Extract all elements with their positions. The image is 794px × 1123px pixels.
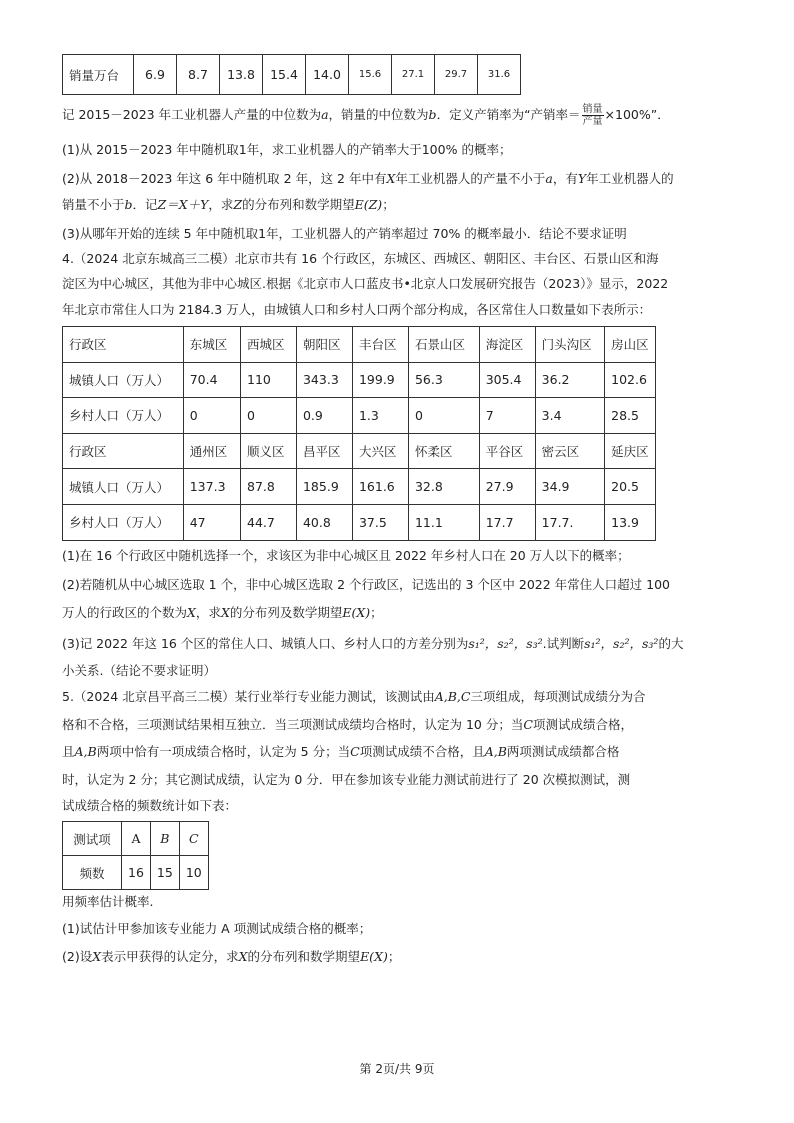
- text: 项测试成绩不合格，且: [359, 744, 485, 759]
- population-cell: 海淀区: [479, 327, 535, 363]
- q5-line1: [62, 688, 645, 706]
- population-table-row: [63, 504, 656, 540]
- q4-part1: (1)在 16 个行政区中随机选择一个，求该区为非中心城区且 2022 年乡村人口在 20 万人以下的概率；: [62, 548, 630, 563]
- variance-symbols: s₁²，s₂²，s₃²: [584, 636, 659, 651]
- expectation: E(X): [342, 605, 371, 620]
- population-cell: 17.7.: [535, 504, 604, 540]
- population-cell: 密云区: [535, 433, 604, 469]
- sales-table: [62, 54, 521, 95]
- population-cell: 102.6: [605, 362, 656, 398]
- population-cell: 28.5: [605, 398, 656, 434]
- text: (2)设: [62, 949, 93, 964]
- population-row-label: 乡村人口（万人）: [63, 504, 184, 540]
- text: 万人的行政区的个数为: [62, 605, 188, 620]
- freq-header-a: A: [122, 822, 151, 856]
- var-y: Y: [577, 171, 587, 186]
- q3-part1: (1)从 2015－2023 年中随机取1年，求工业机器人的产销率大于100% 的概率；: [62, 142, 512, 157]
- var-a: a: [545, 171, 553, 186]
- text: ，有: [552, 171, 578, 186]
- freq-cell: 15: [150, 856, 179, 890]
- population-cell: 顺义区: [241, 433, 297, 469]
- population-cell: 17.7: [479, 504, 535, 540]
- var-x: X: [220, 605, 230, 620]
- population-cell: 36.2: [535, 362, 604, 398]
- q4-line3: 年北京市常住人口为 2184.3 万人，由城镇人口和乡村人口两个部分构成，各区常住人口数量如下表所示：: [62, 302, 652, 317]
- var-c: C: [350, 744, 360, 759]
- population-cell: 0: [183, 398, 240, 434]
- population-cell: 0: [408, 398, 479, 434]
- population-cell: 1.3: [352, 398, 408, 434]
- var-x: X: [386, 171, 396, 186]
- population-cell: 门头沟区: [535, 327, 604, 363]
- text: ；: [370, 605, 383, 620]
- var-x: X: [187, 605, 196, 620]
- population-cell: 房山区: [605, 327, 656, 363]
- population-cell: 延庆区: [605, 433, 656, 469]
- text: 5.（2024 北京昌平高三二模）某行业举行专业能力测试，该测试由: [62, 689, 435, 704]
- population-table-row: [63, 469, 656, 505]
- population-cell: 3.4: [535, 398, 604, 434]
- sales-table-label: 销量万台: [63, 55, 134, 95]
- text: 两项中恰有一项成绩合格时，认定为 5 分；当: [96, 744, 351, 759]
- expectation: E(Z): [354, 197, 383, 212]
- q3-part3: (3)从哪年开始的连续 5 年中随机取1年，工业机器人的产销率超过 70% 的概率最小．结论不要求证明: [62, 226, 627, 241]
- population-cell: 0.9: [296, 398, 352, 434]
- text: 且: [62, 744, 75, 759]
- population-cell: 27.9: [479, 469, 535, 505]
- freq-header-c: C: [179, 822, 208, 856]
- sales-cell: 29.7: [435, 55, 478, 95]
- q5-part2: [62, 948, 400, 966]
- freq-row-label: 频数: [63, 856, 122, 890]
- population-cell: 丰台区: [352, 327, 408, 363]
- population-cell: 70.4: [183, 362, 240, 398]
- sales-cell: 14.0: [306, 55, 349, 95]
- q5-line4: 时，认定为 2 分；其它测试成绩，认定为 0 分．甲在参加该专业能力测试前进行了 20 次模拟测试，测: [62, 772, 631, 787]
- population-table: [62, 326, 656, 541]
- text: 的大: [658, 636, 684, 651]
- population-cell: 343.3: [296, 362, 352, 398]
- text: .试判断: [542, 636, 585, 651]
- freq-table: [62, 821, 209, 890]
- q5-line3: [62, 743, 619, 761]
- population-cell: 40.8: [296, 504, 352, 540]
- population-cell: 石景山区: [408, 327, 479, 363]
- var-b: b: [124, 197, 133, 212]
- fraction-denominator: 产量: [582, 116, 603, 127]
- population-cell: 西城区: [241, 327, 297, 363]
- sales-cell: 15.4: [263, 55, 306, 95]
- q5-after-table: 用频率估计概率.: [62, 894, 154, 909]
- population-table-row: [63, 398, 656, 434]
- population-row-label: 行政区: [63, 433, 184, 469]
- q4-line2: 淀区为中心城区，其他为非中心城区.根据《北京市人口蓝皮书•北京人口发展研究报告（2023）》显示，2022: [62, 276, 669, 291]
- q5-part1: (1)试估计甲参加该专业能力 A 项测试成绩合格的概率；: [62, 921, 372, 936]
- sales-cell: 27.1: [392, 55, 435, 95]
- population-cell: 11.1: [408, 504, 479, 540]
- text: 的分布列及数学期望: [229, 605, 343, 620]
- text: 记 2015－2023 年工业机器人产量的中位数为: [62, 107, 322, 122]
- variance-symbols: s₁²，s₂²，s₃²: [468, 636, 543, 651]
- text: 的分布列和数学期望: [242, 197, 355, 212]
- population-table-row: [63, 433, 656, 469]
- text: 两项测试成绩都合格: [506, 744, 620, 759]
- population-cell: 通州区: [183, 433, 240, 469]
- text: ．记: [132, 197, 158, 212]
- text: 项测试成绩合格，: [532, 717, 633, 732]
- population-cell: 161.6: [352, 469, 408, 505]
- q4-part3-line1: [62, 635, 683, 653]
- population-cell: 朝阳区: [296, 327, 352, 363]
- population-cell: 110: [241, 362, 297, 398]
- freq-header-b: B: [150, 822, 179, 856]
- population-cell: 20.5: [605, 469, 656, 505]
- q5-line5: 试成绩合格的频数统计如下表：: [62, 798, 238, 813]
- text: 年工业机器人的产量不小于: [395, 171, 546, 186]
- population-row-label: 城镇人口（万人）: [63, 362, 184, 398]
- population-cell: 37.5: [352, 504, 408, 540]
- population-cell: 32.8: [408, 469, 479, 505]
- text: ×100%”．: [604, 107, 670, 122]
- population-cell: 平谷区: [479, 433, 535, 469]
- population-cell: 137.3: [183, 469, 240, 505]
- q3-intro: [62, 104, 670, 127]
- q3-part2-line2: [62, 196, 395, 214]
- text: 的分布列和数学期望: [247, 949, 361, 964]
- freq-header-label: 测试项: [63, 822, 122, 856]
- q3-part2-line1: [62, 170, 674, 188]
- text: ；: [382, 197, 395, 212]
- text: 格和不合格，三项测试结果相互独立．当三项测试成绩均合格时，认定为 10 分；当: [62, 717, 524, 732]
- formula: Z＝X＋Y: [157, 197, 209, 212]
- text: (3)记 2022 年这 16 个区的常住人口、城镇人口、乡村人口的方差分别为: [62, 636, 469, 651]
- population-cell: 44.7: [241, 504, 297, 540]
- expectation: E(X): [360, 949, 388, 964]
- text: (2)从 2018－2023 年这 6 年中随机取 2 年，这 2 年中有: [62, 171, 387, 186]
- sales-cell: 31.6: [478, 55, 521, 95]
- freq-cell: 10: [179, 856, 208, 890]
- population-table-body: [63, 327, 656, 541]
- population-cell: 0: [241, 398, 297, 434]
- freq-cell: 16: [122, 856, 151, 890]
- text: ；: [387, 949, 401, 964]
- population-cell: 大兴区: [352, 433, 408, 469]
- var-a: a: [321, 107, 329, 122]
- population-table-row: [63, 327, 656, 363]
- text: ．定义产销率为“产销率＝: [436, 107, 581, 122]
- population-cell: 13.9: [605, 504, 656, 540]
- text: ，求: [195, 605, 221, 620]
- population-cell: 87.8: [241, 469, 297, 505]
- var-x: X: [238, 949, 248, 964]
- q4-part2-line1: (2)若随机从中心城区选取 1 个，非中心城区选取 2 个行政区，记选出的 3 个区中 2022 年常住人口超过 100: [62, 577, 670, 592]
- sales-cell: 8.7: [177, 55, 220, 95]
- population-cell: 7: [479, 398, 535, 434]
- var-x: X: [92, 949, 102, 964]
- var-c: C: [523, 717, 533, 732]
- text: 年工业机器人的: [586, 171, 674, 186]
- population-cell: 199.9: [352, 362, 408, 398]
- text: ，求: [208, 197, 234, 212]
- text: 表示甲获得的认定分，求: [101, 949, 239, 964]
- var-b: b: [428, 107, 437, 122]
- population-row-label: 城镇人口（万人）: [63, 469, 184, 505]
- population-row-label: 乡村人口（万人）: [63, 398, 184, 434]
- q4-part2-line2: [62, 604, 383, 622]
- var-ab: A,B: [74, 744, 97, 759]
- fraction: [582, 104, 604, 127]
- q4-line1: 4.（2024 北京东城高三二模）北京市共有 16 个行政区，东城区、西城区、朝阳区、丰台区、石景山区和海: [62, 251, 659, 266]
- q4-part3-line2: 小关系.（结论不要求证明）: [62, 663, 216, 678]
- population-row-label: 行政区: [63, 327, 184, 363]
- sales-cell: 13.8: [220, 55, 263, 95]
- text: ，销量的中位数为: [328, 107, 429, 122]
- population-cell: 56.3: [408, 362, 479, 398]
- population-cell: 305.4: [479, 362, 535, 398]
- fraction-numerator: 销量: [582, 104, 603, 115]
- population-cell: 185.9: [296, 469, 352, 505]
- var-z: Z: [233, 197, 243, 212]
- var-abc: A,B,C: [434, 689, 471, 704]
- population-cell: 怀柔区: [408, 433, 479, 469]
- population-table-row: [63, 362, 656, 398]
- text: 三项组成，每项测试成绩分为合: [470, 689, 646, 704]
- q5-line2: [62, 716, 633, 734]
- page-footer: 第 2页/共 9页: [359, 1062, 435, 1076]
- population-cell: 47: [183, 504, 240, 540]
- text: 销量不小于: [62, 197, 125, 212]
- sales-cell: 15.6: [349, 55, 392, 95]
- population-cell: 34.9: [535, 469, 604, 505]
- sales-cell: 6.9: [134, 55, 177, 95]
- population-cell: 昌平区: [296, 433, 352, 469]
- population-cell: 东城区: [183, 327, 240, 363]
- var-ab: A,B: [484, 744, 507, 759]
